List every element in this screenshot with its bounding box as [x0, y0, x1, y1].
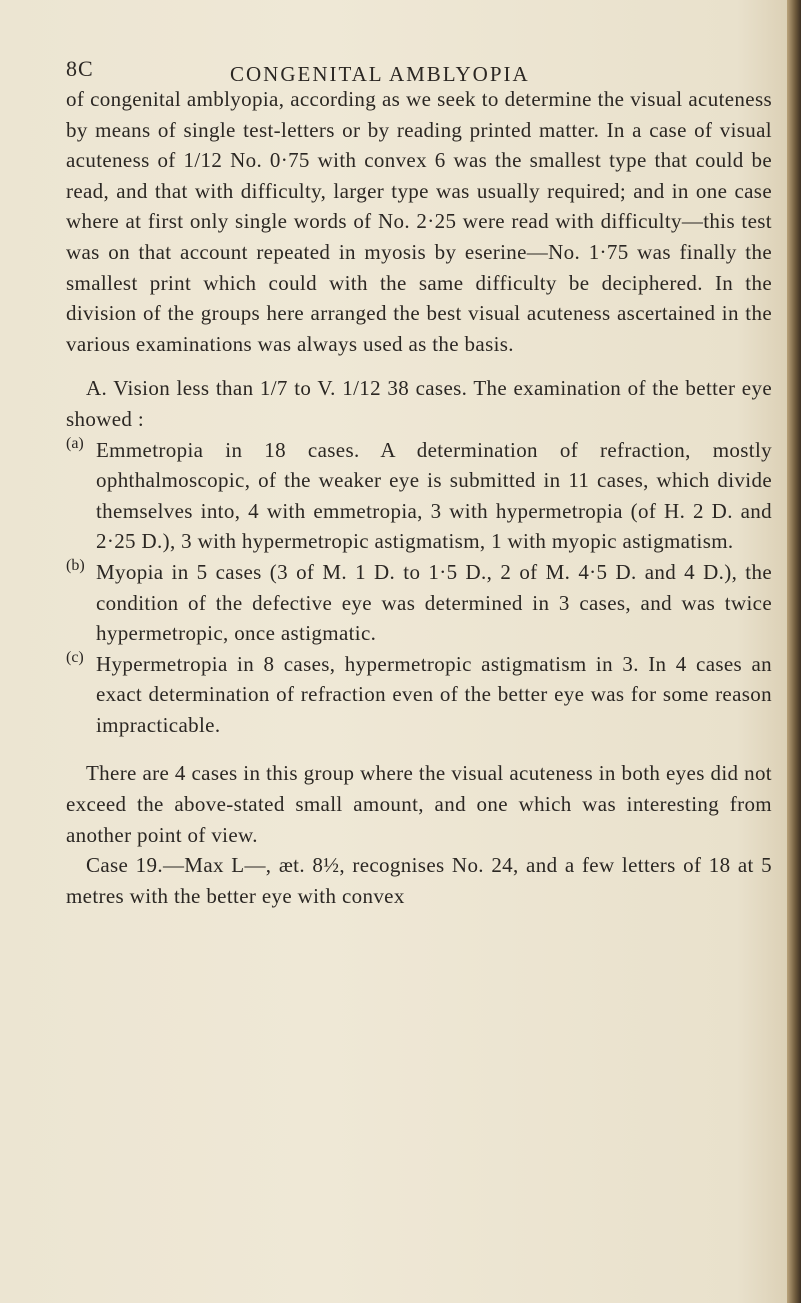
- item-marker-c: (c): [66, 648, 84, 666]
- item-text-c: Hypermetropia in 8 cases, hypermetropic astigmatism in 3. In 4 cases an exact determination of refraction even of the better eye was for some reason impracticable.: [96, 651, 772, 737]
- conclusion-paragraph: There are 4 cases in this group where the visual acuteness in both eyes did not exceed the above-stated small amount, and one which was interesting from another point of view.: [66, 761, 772, 847]
- item-text-a: Emmetropia in 18 cases. A determination of refraction, mostly ophthalmoscopic, of the weaker eye is submitted in 11 cases, which divide themselves into, 4 with emmetropia, 3 with hypermetropia (of H. 2 D. and 2·25 D.), 3 with hypermetropic astigmatism, 1 with myopic astigmatism.: [96, 437, 772, 554]
- item-text-b: Myopia in 5 cases (3 of M. 1 D. to 1·5 D., 2 of M. 4·5 D. and 4 D.), the condition of the defective eye was determined in 3 cases, and was twice hypermetropic, once astigmatic.: [96, 559, 772, 646]
- item-marker-a: (a): [66, 434, 84, 452]
- book-gutter-edge: [787, 0, 801, 1303]
- list-item-c: [66, 649, 772, 741]
- list-item-b: [66, 557, 772, 649]
- item-marker-b: (b): [66, 556, 85, 574]
- list-item-a: [66, 435, 772, 557]
- intro-paragraph: of congenital amblyopia, according as we seek to determine the visual acuteness by means of single test-letters or by reading printed matter. In a case of visual acuteness of 1/12 No. 0·75 with convex 6 was the smallest type that could be read, and that with difficulty, larger type was usually required; and in one case where at first only single words of No. 2·25 were read with difficulty—this test was on that account repeated in myosis by eserine—No. 1·75 was finally the smallest print which could with the same difficulty be deciphered. In the division of the groups here arranged the best visual acuteness ascertained in the various examinations was always used as the basis.: [66, 87, 772, 356]
- page-header: [0, 56, 801, 86]
- page-number: 8C: [66, 56, 94, 81]
- running-head: CONGENITAL AMBLYOPIA: [230, 62, 530, 86]
- body-text: [66, 84, 772, 911]
- case-paragraph: Case 19.—Max L—, æt. 8½, recognises No. 24, and a few letters of 18 at 5 metres with the better eye with convex: [66, 853, 772, 908]
- section-a-paragraph: A. Vision less than 1/7 to V. 1/12 38 cases. The examination of the better eye showed :: [66, 376, 772, 431]
